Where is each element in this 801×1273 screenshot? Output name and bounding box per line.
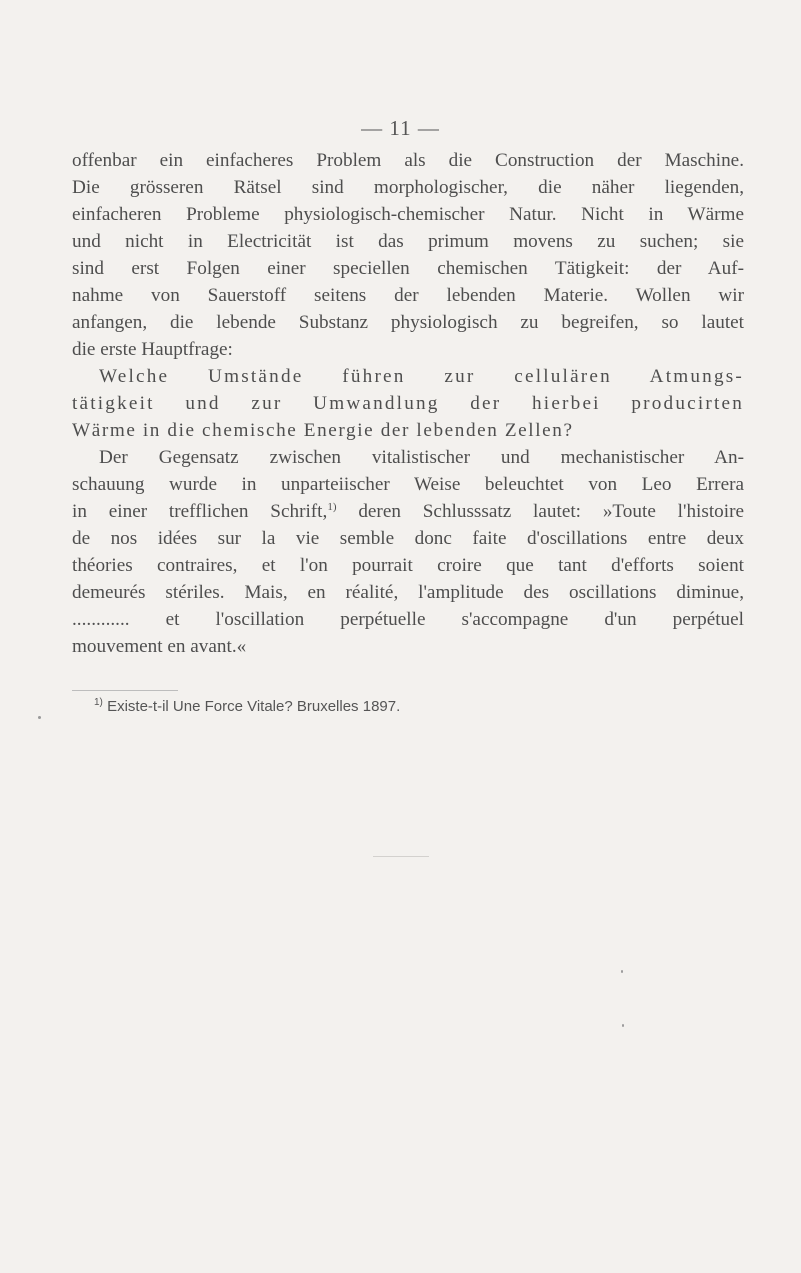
- highlighted-question-line: Wärme in die chemische Energie der lebenden Zellen?: [72, 420, 574, 441]
- text-line: de nos idées sur la vie semble donc faite d'oscillations entre deux: [72, 528, 744, 549]
- text-line: und nicht in Electricität ist das primum movens zu suchen; sie: [72, 231, 744, 252]
- page-divider: [373, 856, 429, 857]
- highlighted-question-line: Welche Umstände führen zur cellulären Atmungs-: [99, 366, 744, 387]
- footnote-reference: 1): [327, 501, 337, 513]
- text-line: offenbar ein einfacheres Problem als die Construction der Maschine.: [72, 150, 744, 171]
- highlighted-question-line: tätigkeit und zur Umwandlung der hierbei producirten: [72, 393, 744, 414]
- footnote-marker: 1): [94, 697, 103, 708]
- text-line: nahme von Sauerstoff seitens der lebenden Materie. Wollen wir: [72, 285, 744, 306]
- paper-speck: [621, 970, 623, 973]
- text-line: demeurés stériles. Mais, en réalité, l'amplitude des oscillations diminue,: [72, 582, 744, 603]
- text-span: deren Schlusssatz lautet: »Toute l'histoire: [336, 501, 745, 522]
- text-line: mouvement en avant.«: [72, 636, 247, 657]
- text-line: einfacheren Probleme physiologisch-chemischer Natur. Nicht in Wärme: [72, 204, 744, 225]
- footnote-divider: [72, 690, 178, 691]
- paper-speck: [38, 716, 41, 719]
- page-number: — 11 —: [361, 116, 440, 140]
- body-text: [72, 147, 744, 660]
- text-line: anfangen, die lebende Substanz physiologisch zu begreifen, so lautet: [72, 312, 744, 333]
- text-line: die erste Hauptfrage:: [72, 339, 233, 360]
- text-line: schauung wurde in unparteiischer Weise beleuchtet von Leo Errera: [72, 474, 744, 495]
- text-line: Der Gegensatz zwischen vitalistischer und mechanistischer An-: [99, 447, 744, 468]
- text-line: ............ et l'oscillation perpétuelle s'accompagne d'un perpétuel: [72, 609, 744, 630]
- text-line: Die grösseren Rätsel sind morphologischer, die näher liegenden,: [72, 177, 744, 198]
- footnote-text: Existe-t-il Une Force Vitale? Bruxelles 1897.: [102, 698, 401, 715]
- paper-speck: [622, 1024, 624, 1027]
- footnote: [94, 698, 400, 715]
- text-line: théories contraires, et l'on pourrait croire que tant d'efforts soient: [72, 555, 744, 576]
- text-span: in einer trefflichen Schrift,: [72, 501, 328, 522]
- text-line-with-footnote-ref: [72, 498, 744, 525]
- text-line: sind erst Folgen einer speciellen chemischen Tätigkeit: der Auf-: [72, 258, 744, 279]
